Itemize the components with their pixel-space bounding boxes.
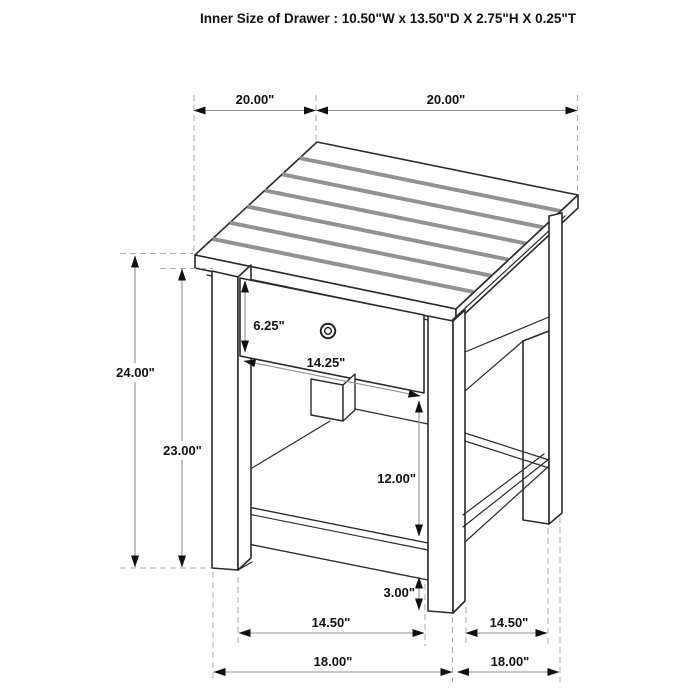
dim-label-shelf-clearance: 12.00" — [377, 471, 416, 486]
dim-label-top-width-left: 20.00" — [235, 92, 275, 107]
drawer-knob-icon — [321, 324, 335, 338]
dim-label-inner-width-front: 14.50" — [311, 615, 351, 630]
dim-label-overall-height: 24.00" — [116, 365, 155, 380]
dim-label-foot-height: 3.00" — [383, 585, 415, 600]
front-right-leg — [428, 310, 465, 613]
back-left-leg — [311, 374, 355, 421]
front-stretcher — [238, 505, 428, 580]
dim-label-outer-width-front: 18.00" — [313, 654, 353, 669]
dim-label-outer-width-side: 18.00" — [490, 654, 530, 669]
dim-label-top-width-right: 20.00" — [426, 92, 466, 107]
table-drawing — [195, 142, 578, 613]
drawing-title: Inner Size of Drawer : 10.50"W x 13.50"D X 2.75"H X 0.25"T — [199, 11, 577, 26]
dim-label-drawer-width: 14.25" — [306, 355, 346, 370]
back-right-leg — [523, 213, 562, 524]
dim-label-height-under-top: 23.00" — [163, 443, 202, 458]
dim-label-inner-width-side: 14.50" — [489, 615, 529, 630]
dim-label-drawer-height: 6.25" — [253, 318, 285, 333]
